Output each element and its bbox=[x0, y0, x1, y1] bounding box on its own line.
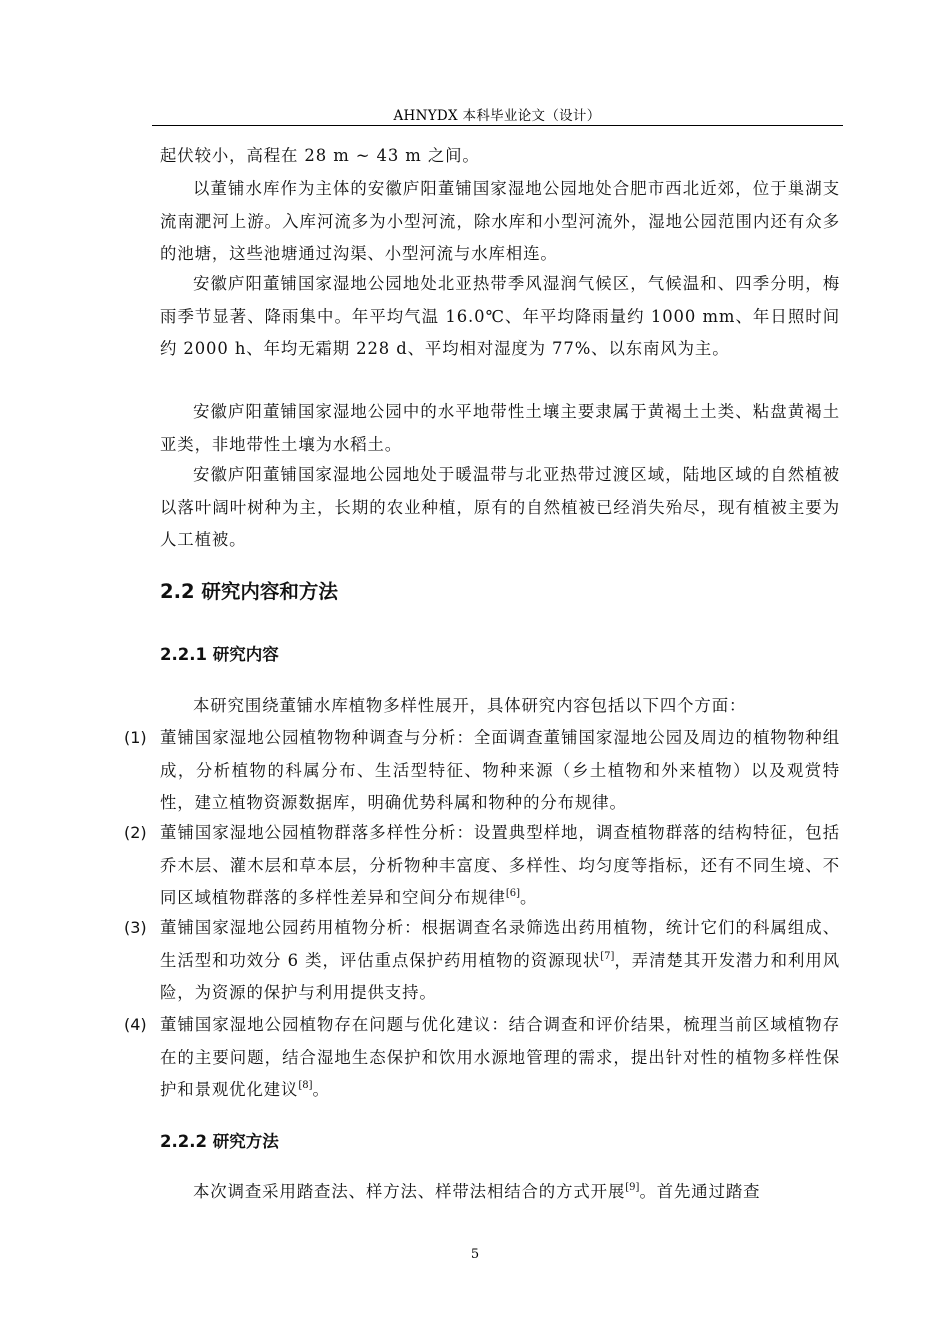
list-item-text: 董铺国家湿地公园药用植物分析：根据调查名录筛选出药用植物，统计它们的科属组成、生活型和功效分 6 类，评估重点保护药用植物的资源现状 bbox=[160, 918, 840, 970]
paragraph-method bbox=[160, 1176, 840, 1209]
subsection-heading-method: 2.2.2 研究方法 bbox=[160, 1132, 279, 1151]
header-rule bbox=[152, 125, 843, 126]
list-item bbox=[124, 817, 840, 915]
section-heading: 2.2 研究内容和方法 bbox=[160, 580, 338, 603]
subsection-heading-content: 2.2.1 研究内容 bbox=[160, 645, 279, 664]
paragraph-soil: 安徽庐阳董铺国家湿地公园中的水平地带性土壤主要隶属于黄褐土土类、粘盘黄褐土亚类，非地带性土壤为水稻土。 bbox=[160, 402, 840, 454]
list-item bbox=[124, 912, 840, 1010]
running-header: AHNYDX 本科毕业论文（设计） bbox=[393, 108, 601, 124]
list-item bbox=[124, 722, 840, 820]
list-item-text: 董铺国家湿地公园植物存在问题与优化建议：结合调查和评价结果，梳理当前区域植物存在的主要问题，结合湿地生态保护和饮用水源地管理的需求，提出针对性的植物多样性保护和景观优化建议 bbox=[160, 1015, 840, 1099]
list-item bbox=[124, 1009, 840, 1107]
list-item-number: (2) bbox=[124, 823, 147, 842]
paragraph-vegetation: 安徽庐阳董铺国家湿地公园地处于暖温带与北亚热带过渡区域，陆地区域的自然植被以落叶阔叶树种为主，长期的农业种植，原有的自然植被已经消失殆尽，现有植被主要为人工植被。 bbox=[160, 465, 840, 549]
citation-ref: [9] bbox=[625, 1182, 640, 1193]
list-item-tail: 。 bbox=[519, 888, 538, 907]
list-item-text: 董铺国家湿地公园植物物种调查与分析：全面调查董铺国家湿地公园及周边的植物物种组成，分析植物的科属分布、生活型特征、物种来源（乡土植物和外来植物）以及观赏特性，建立植物资源数据库，明确优势科属和物种的分布规律。 bbox=[160, 728, 840, 812]
citation-ref: [6] bbox=[505, 888, 520, 899]
list-item-number: (1) bbox=[124, 728, 147, 747]
paragraph-elevation: 起伏较小，高程在 28 m ~ 43 m 之间。 bbox=[160, 146, 480, 165]
method-text: 本次调查采用踏查法、样方法、样带法相结合的方式开展 bbox=[193, 1182, 626, 1201]
paragraph-research-intro: 本研究围绕董铺水库植物多样性展开，具体研究内容包括以下四个方面： bbox=[193, 696, 747, 715]
page-number: 5 bbox=[470, 1247, 480, 1262]
list-item-number: (4) bbox=[124, 1015, 147, 1034]
paragraph-location: 以董铺水库作为主体的安徽庐阳董铺国家湿地公园地处合肥市西北近郊，位于巢湖支流南淝河上游。入库河流多为小型河流，除水库和小型河流外，湿地公园范围内还有众多的池塘，这些池塘通过沟渠、小型河流与水库相连。 bbox=[160, 179, 840, 263]
citation-ref: [8] bbox=[298, 1080, 313, 1091]
list-item-tail: 。 bbox=[312, 1080, 330, 1099]
list-item-number: (3) bbox=[124, 918, 147, 937]
list-item-tail: ，弄清楚其开发潜力和利用风险，为资源的保护与利用提供支持。 bbox=[160, 950, 840, 1002]
list-item-text: 董铺国家湿地公园植物群落多样性分析：设置典型样地，调查植物群落的结构特征，包括乔木层、灌木层和草本层，分析物种丰富度、多样性、均匀度等指标，还有不同生境、不同区域植物群落的多样性差异和空间分布规律 bbox=[160, 823, 840, 907]
method-tail: 。首先通过踏查 bbox=[639, 1182, 761, 1201]
citation-ref: [7] bbox=[600, 950, 615, 962]
paragraph-climate: 安徽庐阳董铺国家湿地公园地处北亚热带季风湿润气候区，气候温和、四季分明，梅雨季节显著、降雨集中。年平均气温 16.0℃、年平均降雨量约 1000 mm、年日照时间约 2000 h、年均无霜期 228 d、平均相对湿度为 77%、以东南风为主。 bbox=[160, 274, 840, 358]
